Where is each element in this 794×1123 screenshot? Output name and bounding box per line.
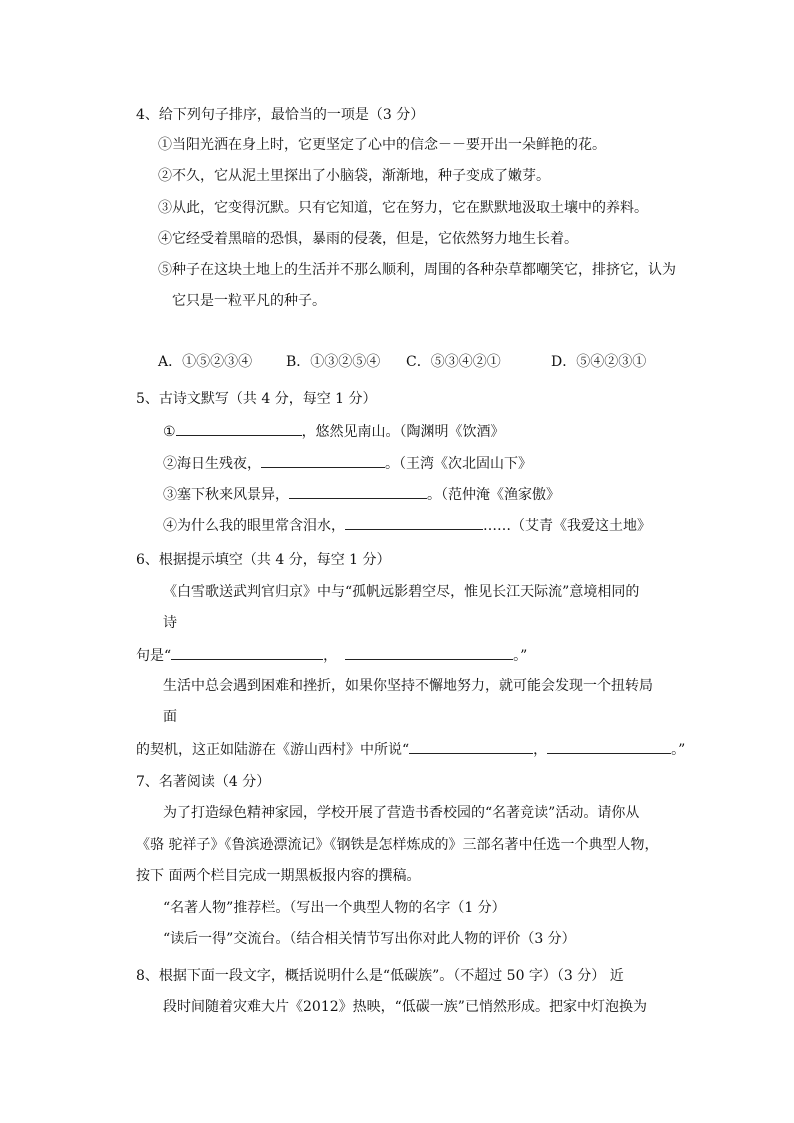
q5-line-1 [163,421,505,441]
q6-blank-3[interactable] [409,739,533,754]
q5-line-1-suffix: ，悠然见南山。（陶渊明《饮酒》 [301,424,505,440]
q4-option-c: C．⑤③④②① [406,354,501,370]
q5-blank-4[interactable] [345,515,483,530]
q5-line-4-suffix: ……（艾青《我爱这土地》 [483,518,651,534]
q7-para-1: 为了打造绿色精神家园，学校开展了营造书香校园的“名著竞读”活动。请你从 [163,805,640,821]
q5-blank-2[interactable] [261,453,385,468]
q4-sentence-3: ③从此，它变得沉默。只有它知道，它在努力，它在默默地汲取土壤中的养料。 [158,200,648,216]
q6-para-2c-prefix: 的契机，这正如陆游在《游山西村》中所说“ [136,742,410,758]
q4-sentence-4: ④它经受着黑暗的恐惧，暴雨的侵袭，但是，它依然努力地生长着。 [158,231,578,247]
q5-line-2 [163,453,532,473]
q5-line-2-suffix: 。（王湾《次北固山下》 [385,456,532,472]
q7-title: 7、名著阅读（4 分） [136,774,271,790]
q4-option-b: B．①③②⑤④ [286,354,381,370]
q5-line-3-prefix: ③塞下秋来风景异， [163,487,289,503]
q4-option-a: A．①⑤②③④ [158,354,253,370]
q4-sentence-2: ②不久，它从泥土里探出了小脑袋，渐渐地，种子变成了嫩芽。 [158,168,550,184]
q5-line-3 [163,484,560,504]
q6-para-2c-sep: ， [533,742,548,758]
q7-para-5: “读后一得”交流台。（结合相关情节写出你对此人物的评价（3 分） [163,931,576,947]
q7-para-3: 按下 面两个栏目完成一期黑板报内容的撰稿。 [136,868,421,884]
q6-para-1c [136,645,527,665]
q5-line-2-prefix: ②海日生残夜， [163,456,261,472]
q6-para-1a: 《白雪歌送武判官归京》中与“孤帆远影碧空尽，惟见长江天际流”意境相同的 [163,584,640,600]
q8-title: 8、根据下面一段文字，概括说明什么是“低碳族”。（不超过 50 字）（3 分） 近 [136,968,624,984]
q6-para-2c-suffix: 。” [671,742,686,758]
q5-line-1-prefix: ① [163,424,176,440]
q4-option-d: D．⑤④②③① [551,354,647,370]
q6-blank-1[interactable] [171,645,323,660]
q6-title: 6、根据提示填空（共 4 分，每空 1 分） [136,552,391,568]
q5-line-4-prefix: ④为什么我的眼里常含泪水， [163,518,345,534]
q8-para-1: 段时间随着灾难大片《2012》热映，“低碳一族”已悄然形成。把家中灯泡换为 [163,999,647,1015]
q6-para-2b: 面 [163,709,177,725]
q6-para-1c-suffix: 。” [513,648,528,664]
q5-blank-1[interactable] [176,421,302,436]
q7-para-2: 《骆 驼祥子》《鲁滨逊漂流记》《钢铁是怎样炼成的》三部名著中任选一个典型人物， [136,837,659,853]
q5-line-4 [163,515,651,535]
q5-line-3-suffix: 。（范仲淹《渔家傲》 [427,487,560,503]
q6-para-2a: 生活中总会遇到困难和挫折，如果你坚持不懈地努力，就可能会发现一个扭转局 [163,678,653,694]
q6-blank-4[interactable] [547,739,671,754]
q4-sentence-5a: ⑤种子在这块土地上的生活并不那么顺利，周围的各种杂草都嘲笑它，排挤它，认为 [158,262,676,278]
q6-para-1c-sep: ， [323,648,338,664]
q6-para-1c-prefix: 句是“ [136,648,172,664]
q6-para-1b: 诗 [163,615,177,631]
q6-blank-2[interactable] [345,645,513,660]
q4-sentence-5b: 它只是一粒平凡的种子。 [172,293,326,309]
q4-sentence-1: ①当阳光洒在身上时，它更坚定了心中的信念－－要开出一朵鲜艳的花。 [158,137,606,153]
q5-blank-3[interactable] [289,484,427,499]
q6-para-2c [136,739,685,759]
q7-para-4: “名著人物”推荐栏。（写出一个典型人物的名字（1 分） [163,900,506,916]
q4-title: 4、给下列句子排序，最恰当的一项是（3 分） [136,107,425,123]
q5-title: 5、古诗文默写（共 4 分，每空 1 分） [136,391,377,407]
